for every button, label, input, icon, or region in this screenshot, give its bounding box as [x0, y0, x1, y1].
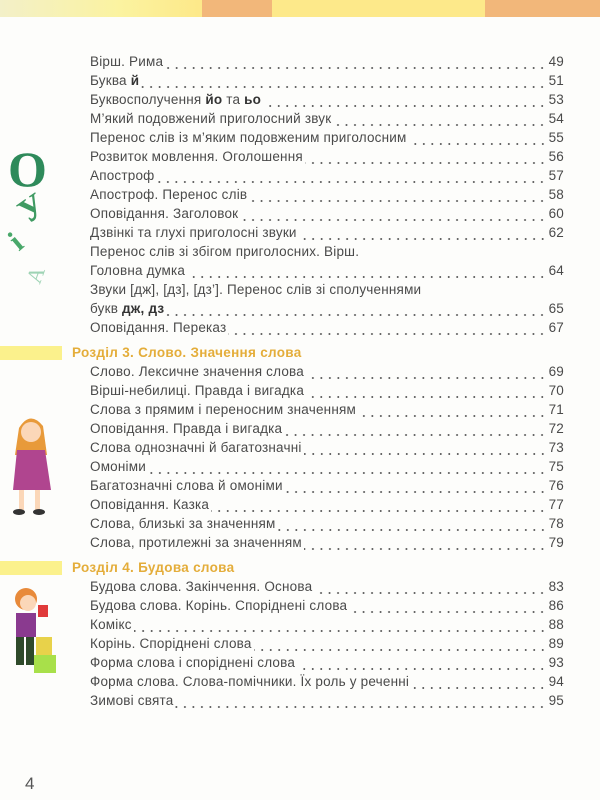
toc-page-number: 60 [548, 206, 564, 221]
toc-entry-title [90, 318, 226, 337]
toc-page-number: 94 [548, 674, 564, 689]
title-text: Корінь. Споріднені слова [90, 636, 252, 651]
toc-entry-title [90, 128, 407, 147]
toc-page-number: 88 [548, 617, 564, 632]
title-text: Оповідання. Казка [90, 497, 210, 512]
title-text: Апостроф [90, 168, 155, 183]
toc-entry[interactable] [90, 381, 564, 400]
dot-leader [134, 615, 547, 634]
toc-entry[interactable] [90, 653, 564, 672]
toc-entry-title [90, 90, 261, 109]
toc-entry[interactable] [90, 52, 564, 71]
toc-entry-title [90, 381, 304, 400]
toc-entry-title [90, 533, 302, 552]
toc-page-number: 62 [548, 225, 564, 240]
section-title: Розділ 3. Слово. Значення слова [72, 345, 302, 360]
toc-page-number: 58 [548, 187, 564, 202]
toc-entry-title [90, 71, 139, 90]
title-text: Буква [90, 73, 131, 88]
dot-leader [358, 400, 547, 419]
title-text: Слова, протилежні за значенням [90, 535, 302, 550]
dot-leader [228, 318, 546, 337]
toc-page-number: 67 [548, 320, 564, 335]
toc-entry-title [90, 672, 409, 691]
toc-entry[interactable] [90, 90, 564, 109]
toc-entry[interactable] [90, 495, 564, 514]
decor-letter: і [2, 226, 30, 257]
toc-entry[interactable] [90, 400, 564, 419]
title-text: Оповідання. Правда і вигадка [90, 421, 283, 436]
toc-page-number: 56 [548, 149, 564, 164]
toc-page-number: 57 [548, 168, 564, 183]
dot-leader [278, 514, 547, 533]
dot-leader [306, 362, 547, 381]
title-text: Апостроф. Перенос слів [90, 187, 248, 202]
dot-leader [156, 166, 546, 185]
toc-entry[interactable] [90, 147, 564, 166]
toc-entry[interactable] [90, 299, 564, 318]
toc-page-number: 72 [548, 421, 564, 436]
toc-entry[interactable] [90, 223, 564, 242]
toc-page-number: 86 [548, 598, 564, 613]
title-text: Вірш. Рима [90, 54, 164, 69]
dot-leader [284, 419, 546, 438]
toc-entry-title [90, 261, 185, 280]
dot-leader [249, 185, 546, 204]
dot-leader [165, 52, 546, 71]
dot-leader [314, 577, 546, 596]
dot-leader [175, 691, 546, 710]
toc-page-number: 49 [548, 54, 564, 69]
toc-entry[interactable] [90, 204, 564, 223]
dot-leader [305, 147, 547, 166]
toc-entry-title [90, 615, 132, 634]
decor-letter: О [8, 141, 47, 197]
dot-leader [333, 109, 546, 128]
title-text: Слова однозначні й багатозначні [90, 440, 302, 455]
dot-leader [299, 223, 547, 242]
toc-entry-title [90, 577, 312, 596]
toc-page-number: 53 [548, 92, 564, 107]
toc-entry-title [90, 299, 164, 318]
dot-leader [409, 128, 547, 147]
toc-entry[interactable] [90, 691, 564, 710]
toc-entry[interactable] [90, 672, 564, 691]
dot-leader [211, 495, 546, 514]
section-marker [0, 561, 62, 575]
toc-page-number: 69 [548, 364, 564, 379]
toc-entry-title [90, 653, 295, 672]
bold-letters: ьо [244, 92, 262, 107]
title-text: Будова слова. Корінь. Споріднені слова [90, 598, 348, 613]
decor-letter: А [21, 263, 50, 287]
dot-leader [187, 261, 546, 280]
toc-entry[interactable] [90, 261, 564, 280]
toc-page-number: 71 [548, 402, 564, 417]
toc-page-number: 83 [548, 579, 564, 594]
toc-page-number: 51 [548, 73, 564, 88]
toc-page-number: 64 [548, 263, 564, 278]
dot-leader [349, 596, 546, 615]
toc-entry[interactable] [90, 419, 564, 438]
toc-entry[interactable] [90, 362, 564, 381]
toc-entry-title [90, 514, 276, 533]
toc-entry-title [90, 438, 302, 457]
toc-entry[interactable] [90, 318, 564, 337]
toc-page-number: 75 [548, 459, 564, 474]
section-header [0, 345, 600, 361]
dot-leader [263, 90, 546, 109]
toc-entry-title [90, 166, 154, 185]
toc-entry-title [90, 596, 347, 615]
toc-page-number: 78 [548, 516, 564, 531]
banner-block [485, 0, 600, 17]
dot-leader [166, 299, 546, 318]
toc-entry[interactable] [90, 533, 564, 552]
toc-page-number: 65 [548, 301, 564, 316]
dot-leader [240, 204, 546, 223]
toc-entry-title [90, 52, 163, 71]
toc-entry-title [90, 185, 247, 204]
toc-page-number: 89 [548, 636, 564, 651]
toc-page-number: 54 [548, 111, 564, 126]
toc-entry[interactable] [90, 185, 564, 204]
title-text: Розвиток мовлення. Оголошення [90, 149, 303, 164]
bold-letters: й [130, 73, 140, 88]
toc-page-number: 76 [548, 478, 564, 493]
title-text: Перенос слів із м’яким подовженим приголосним [90, 130, 407, 145]
top-banner [0, 0, 600, 17]
toc-page-number: 95 [548, 693, 564, 708]
title-text: Форма слова. Слова-помічники. Їх роль у реченні [90, 674, 410, 689]
title-text: Вірші-небилиці. Правда і вигадка [90, 383, 305, 398]
bold-letters: дж, дз [122, 301, 165, 316]
title-text: Форма слова і споріднені слова [90, 655, 296, 670]
toc-entry[interactable] [90, 514, 564, 533]
title-text: Оповідання. Переказ [90, 320, 227, 335]
dot-leader [297, 653, 547, 672]
dot-leader [304, 438, 547, 457]
toc-entry-title [90, 419, 282, 438]
dot-leader [285, 476, 547, 495]
toc-entry[interactable] [90, 634, 564, 653]
toc-entry[interactable] [90, 109, 564, 128]
title-text: Слова, близькі за значенням [90, 516, 276, 531]
title-text: Дзвінкі та глухі приголосні звуки [90, 225, 297, 240]
toc-page-number: 70 [548, 383, 564, 398]
toc-page-number: 73 [548, 440, 564, 455]
toc-entry-title [90, 400, 356, 419]
bold-letters: йо [205, 92, 223, 107]
page-number: 4 [25, 774, 35, 793]
toc-entry-title [90, 691, 173, 710]
toc-entry[interactable] [90, 166, 564, 185]
toc-entry[interactable] [90, 615, 564, 634]
dot-leader [304, 533, 547, 552]
toc-entry[interactable] [90, 457, 564, 476]
title-text: Головна думка [90, 263, 186, 278]
toc-entry-title [90, 147, 303, 166]
toc-entry[interactable] [90, 476, 564, 495]
toc-entry-title [90, 109, 331, 128]
title-text: Зимові свята [90, 693, 174, 708]
toc-entry-title [90, 223, 297, 242]
toc-entry[interactable] [90, 596, 564, 615]
toc-entry-title [90, 495, 209, 514]
banner-block [202, 0, 272, 17]
title-text: Будова слова. Закінчення. Основа [90, 579, 313, 594]
dot-leader [148, 457, 547, 476]
title-text: Оповідання. Заголовок [90, 206, 239, 221]
section-title: Розділ 4. Будова слова [72, 560, 235, 575]
toc-entry[interactable] [90, 577, 564, 596]
title-text: Комікс [90, 617, 132, 632]
girl-illustration [5, 410, 55, 520]
dot-leader [141, 71, 546, 90]
dot-leader [411, 672, 547, 691]
toc-entry-title [90, 204, 238, 223]
section-marker [0, 346, 62, 360]
title-text: Буквосполучення [90, 92, 206, 107]
toc-page-number: 93 [548, 655, 564, 670]
toc-entry-line: Перенос слів зі збігом приголосних. Вірш. [90, 244, 360, 259]
title-text: Слово. Лексичне значення слова [90, 364, 304, 379]
toc-page-number: 79 [548, 535, 564, 550]
toc-page-number: 77 [548, 497, 564, 512]
toc-entry-title [90, 476, 283, 495]
title-text: та [222, 92, 245, 107]
title-text: Омоніми [90, 459, 146, 474]
toc-entry-title [90, 634, 252, 653]
title-text: букв [90, 301, 123, 316]
boy-illustration [2, 585, 62, 675]
title-text: М’який подовжений приголосний звук [90, 111, 332, 126]
toc-entry[interactable] [90, 128, 564, 147]
toc-page-number: 55 [548, 130, 564, 145]
decor-letter: У [11, 186, 54, 231]
toc-entry-title [90, 362, 304, 381]
dot-leader [306, 381, 547, 400]
dot-leader [254, 634, 547, 653]
section-header [0, 560, 600, 576]
toc-entry[interactable] [90, 71, 564, 90]
title-text: Багатозначні слова й омоніми [90, 478, 283, 493]
toc-entry[interactable] [90, 438, 564, 457]
title-text: Слова з прямим і переносним значенням [90, 402, 356, 417]
toc-entry-line: Звуки [дж], [дз], [дз’]. Перенос слів зі сполученнями [90, 282, 422, 297]
toc-entry-title [90, 457, 146, 476]
